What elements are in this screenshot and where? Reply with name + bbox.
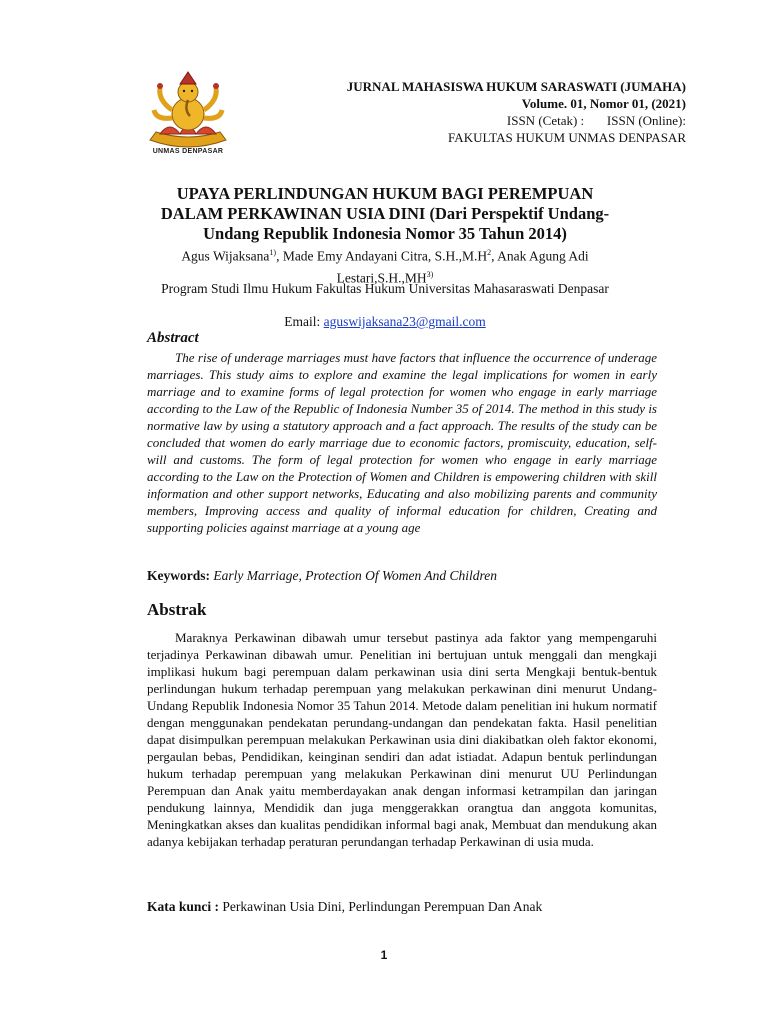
keywords-line	[147, 568, 497, 584]
paper-title: UPAYA PERLINDUNGAN HUKUM BAGI PEREMPUAN DALAM PERKAWINAN USIA DINI (Dari Perspektif Undang-Undang Republik Indonesia Nomor 35 Tahun 2014)	[160, 184, 610, 243]
author-3: , Anak Agung Adi Lestari,S.H.,MH	[336, 248, 589, 285]
kata-kunci-line	[147, 899, 542, 915]
journal-issn: ISSN (Cetak) : ISSN (Online):	[506, 113, 686, 128]
journal-name: JURNAL MAHASISWA HUKUM SARASWATI (JUMAHA)	[346, 79, 686, 94]
author-3-mark: 3)	[426, 269, 434, 279]
email-link[interactable]: aguswijaksana23@gmail.com	[323, 314, 486, 329]
abstrak-text: Maraknya Perkawinan dibawah umur tersebut pastinya ada faktor yang mempengaruhi terjadinya Perkawinan dibawah umur. Penelitian ini bertujuan untuk menggali dan mengkaji implikasi hukum bagi perempuan dalam perkawinan usia dini serta Mengkaji bentuk-bentuk perlindungan hukum terhadap perempuan yang melakukan perkawinan dini menurut Undang-Undang Republik Indonesia Nomor 35 Tahun 2014. Metode dalam penelitian ini hukum normatif dengan menggunakan pendekatan perundang-undangan dan pendekatan fakta. Hasil penelitian dapat disimpulkan perempuan melakukan Perkawinan usia dini diakibatkan oleh faktor ekonomi, pergaulan bebas, Pendidikan, keinginan sendiri dan adat istiadat. Adapun bentuk perlindungan hukum terhadap perempuan yang melakukan Perkawinan dini menurut UU Perlindungan Perempuan dan Anak yaitu memberdayakan anak dengan informasi ketrampilan dan jaringan pendukung lainnya, Mendidik dan juga menggerakkan orangtua dan anggota komunitas, Meningkatkan akses dan kualitas pendidikan informal bagi anak, Membuat dan mendukung akan adanya kebijakan terhadap peraturan perundangan terhadap Perkawinan di usia muda.	[147, 630, 657, 849]
page-number: 1	[380, 948, 388, 962]
keywords-value: Early Marriage, Protection Of Women And Children	[213, 568, 497, 583]
author-1: Agus Wijaksana	[181, 248, 270, 264]
author-1-mark: 1)	[269, 248, 277, 257]
abstract-text: The rise of underage marriages must have factors that influence the occurrence of underage marriages. This study aims to explore and examine the legal implications for women in early marriage and to examine forms of legal protection for women who engage in early marriage according to the Law of the Republic of Indonesia Number 35 of 2014. The method in this study is normative law by using a statutory approach and a fact approach. The results of the study can be concluded that women do early marriage due to economic factors, promiscuity, education, self-will and customs. The form of legal protection for women who engage in early marriage according to the Law on the Protection of Women and Children is empowering children with skill information and other support networks, Educating and also mobilizing parents and community members, Improving access and quality of informal education for children, Creating and supporting policies against marriage at a young age	[147, 350, 657, 535]
author-2-mark: 2	[487, 248, 492, 257]
author-2: , Made Emy Andayani Citra, S.H.,M.H	[276, 248, 488, 264]
keywords-label: Keywords:	[147, 568, 210, 583]
email-label: Email:	[284, 314, 324, 329]
abstrak-heading: Abstrak	[147, 600, 207, 619]
paper-affiliation: Program Studi Ilmu Hukum Fakultas Hukum Universitas Mahasaraswati Denpasar	[161, 281, 609, 296]
kata-kunci-label: Kata kunci :	[147, 899, 220, 914]
journal-volume: Volume. 01, Nomor 01, (2021)	[521, 96, 686, 111]
logo-caption: UNMAS DENPASAR	[152, 148, 224, 155]
journal-header	[347, 78, 686, 146]
paper-email-line	[145, 313, 625, 330]
abstract-heading: Abstract	[147, 330, 199, 346]
kata-kunci-value: Perkawinan Usia Dini, Perlindungan Perempuan Dan Anak	[219, 899, 543, 914]
journal-faculty: FAKULTAS HUKUM UNMAS DENPASAR	[448, 130, 686, 145]
